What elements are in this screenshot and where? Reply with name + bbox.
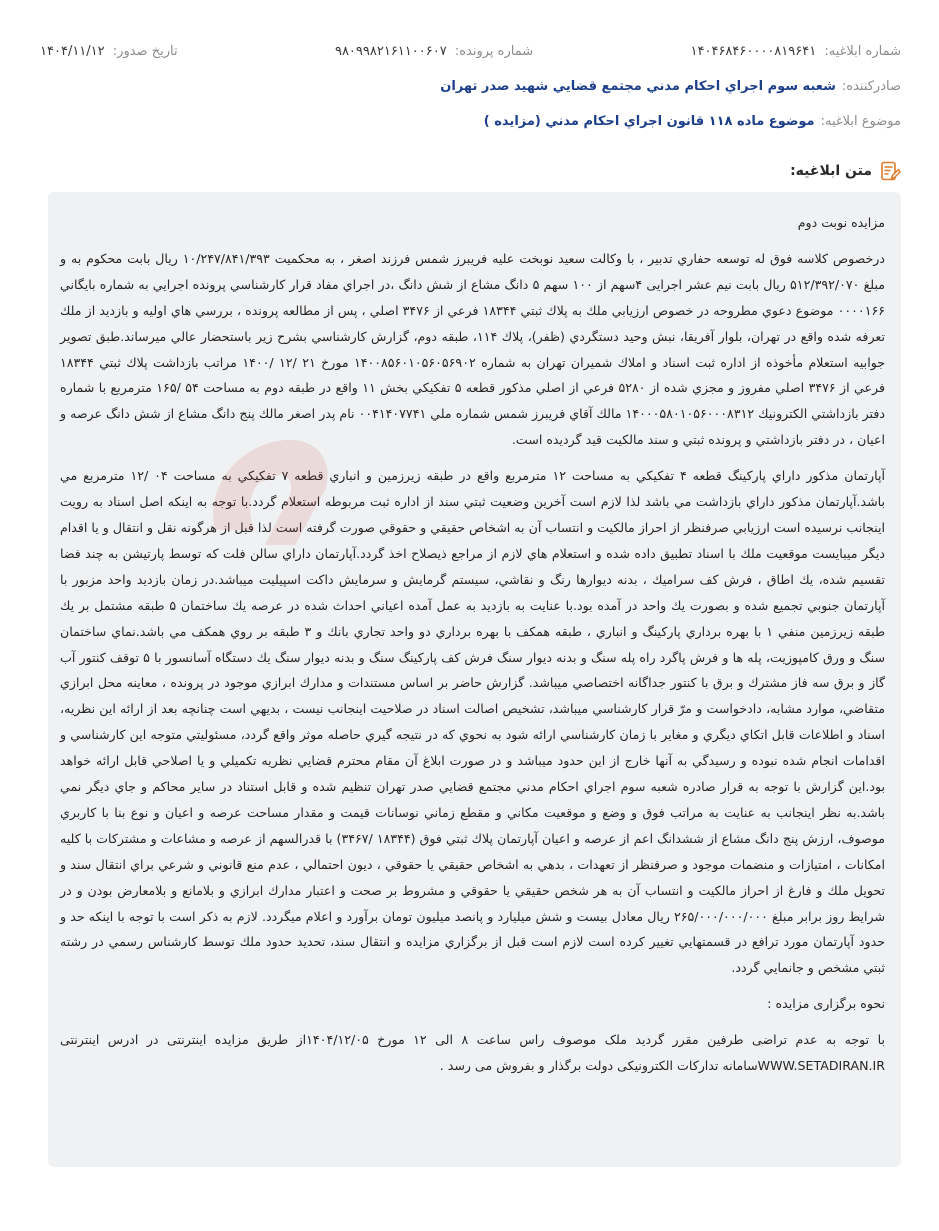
notice-text-heading [790, 160, 901, 182]
notice-number [691, 44, 901, 59]
subject-label: موضوع ابلاغیه: [820, 114, 901, 129]
subject-value: موضوع ماده ۱۱۸ قانون اجراي احكام مدني (مزايده ) [483, 114, 815, 129]
notice-text-box [48, 192, 901, 1167]
notice-number-value: ۱۴۰۴۶۸۴۶۰۰۰۰۸۱۹۶۴۱ [690, 44, 817, 59]
issue-date [40, 44, 178, 59]
notice-meta-row [40, 44, 901, 59]
document-edit-icon [879, 160, 901, 182]
issuer-label: صادرکننده: [841, 79, 901, 94]
body-paragraph: درخصوص كلاسه فوق له توسعه حفاري تدبير ، با وكالت سعيد نوبخت عليه فريبرز شمس فرزند اصغر ، به محكميت ۱۰/۲۴۷/۸۴۱/۳۹۳ ريال بابت محكوم به و مبلغ ۵۱۲/۳۹۲/۰۷۰ ريال بابت نيم عشر اجرایی ۴سهم از ۱۰۰ سهم ۵ دانگ مشاع از شش دانگ ،در اجراي مفاد قرار كارشناسي پرونده اجرايي به شماره بايگاني ۰۰۰۰۱۶۶ موضوع دعوي مطروحه در خصوص ارزيابي ملك به پلاك ثبتي ۱۸۳۴۴ فرعي از ۳۴۷۶ اصلي ، پس از مطالعه پرونده ، بررسي هاي اوليه و بازديد از ملك تعرفه شده واقع در تهران، بلوار آفريقا، نبش وحيد دستگردي (ظفر)، پلاك ۱۱۴، طبقه دوم، گزارش كارشناسي بشرح زير باستحضار عالي ميرساند.طبق تصوير جوابيه استعلام مأخوذه از اداره ثبت اسناد و املاك شميران تهران به شماره ۱۴۰۰۸۵۶۰۱۰۵۶۰۵۶۹۰۲ مورخ ۲۱ /۱۲ /۱۴۰۰ مراتب بازداشت پلاك ثبتي ۱۸۳۴۴ فرعي از ۳۴۷۶ اصلي مفروز و مجزي شده از ۵۲۸۰ فرعي از اصلي مذكور قطعه ۵ تفكيكي بخش ۱۱ واقع در طبقه دوم به مساحت ۵۴ /۱۶۵ مترمربع با شماره دفتر بازداشتي الكترونيك ۱۴۰۰۰۵۸۰۱۰۵۶۰۰۰۸۳۱۲ مالك آقاي فريبرز شمس شماره ملي ۰۰۴۱۴۰۷۷۴۱ نام پدر اصغر مالك پنج دانگ مشاع از شش دانگ عرصه و اعيان ، در دفتر بازداشتي و پرونده ثبتي و سند مالكيت قيد گرديده است. [60, 250, 886, 448]
notice-number-label: شماره ابلاغیه: [824, 44, 901, 59]
case-number-label: شماره پرونده: [454, 44, 534, 59]
body-paragraph-heading: مزايده نوبت دوم [797, 215, 885, 230]
body-paragraph: آپارتمان مذكور داراي پاركينگ قطعه ۴ تفكيكي به مساحت ۱۲ مترمربع واقع در طبقه زيرزمين و انباري قطعه ۷ تفكيكي به مساحت ۰۴ /۱۲ مترمربع مي باشد.آپارتمان مذكور داراي بازداشت مي باشد لذا لازم است آخرين وضعيت ثبتي سند از اداره ثبت مربوطه استعلام گردد.با توجه به اينكه اصل اسناد به رويت اينجانب نرسيده است ارزيابي صرفنظر از احراز مالكيت و انتساب آن به اشخاص حقيقي و حقوقي صورت گرفته است لذا قبل از هرگونه نقل و انتقال و يا اقدام ديگر ميبايست موقعيت ملك با اسناد تطبيق داده شده و استعلام هاي لازم از مراجع ذيصلاح اخذ گردد.آپارتمان داراي سالن فلت كه توسط پارتيشن به چند فضا تقسيم شده، يك اطاق ، فرش كف سراميك ، بدنه ديوارها رنگ و نقاشي، سيستم گرمايش و سرمايش داكت اسپيليت ميباشد.در زمان بازديد واحد مزبور با آپارتمان جنوبي تجميع شده و بصورت يك واحد در آمده بود.با عنايت به بازديد به عمل آمده اعياني احداث شده در عرصه يك ساختمان ۵ طبقه مشتمل بر يك طبقه زيرزمين منفي ۱ با بهره برداري پاركينگ و انباري ، طبقه همكف با بهره برداري دو واحد تجاري بانك و ۳ طبقه بر روي همكف مي باشد.نماي ساختمان سنگ و ورق كامپوزيت، پله ها و فرش پاگرد راه پله سنگ و بدنه ديوار سنگ فرش كف پاركينگ سنگ و بدنه ديوار سنگ يك دستگاه آسانسور با ۵ توقف كنتور آب گاز و برق سه فاز مشترك و برق با كنتور جداگانه اختصاصي ميباشد. گزارش حاضر بر اساس مستندات و مدارك ابرازي موجود در پرونده ، معاينه محل ابرازي متقاضي، موارد مشابه، دادخواست و مرّ قرار كارشناسي ميباشد، تشخيص اصالت اسناد در صلاحيت اينجانب نيست ، بديهي است چنانچه بعد از ارائه اين نظريه، اسناد و اطلاعات قابل اتكاي ديگري و مغاير با زمان كارشناسي ارائه شود به نحوي كه در نتيجه گيري حاصله موثر واقع گردد، مسئوليتي متوجه اين كارشناسي و اقدامات انجام شده نبوده و رسيدگي به آنها خارج از اين حدود ميباشد و در صورت ابلاغ آن مقام محترم قضايي نظريه تكميلي و يا اصلاحي قابل ارائه خواهد بود.اين گزارش با توجه به قرار صادره شعبه سوم اجراي احكام مدني مجتمع قضايي صدر تهران تنظيم شده و قابل استناد در ساير محاكم و جاي ديگر نمي باشد.به نظر اينجانب به عنايت به مراتب فوق و وضع و موقعيت مكاني و مقطع زماني نوسانات قيمت و مقدار مساحت عرصه و اعيان و نوع بنا با كاربري موصوف، ارزش پنج دانگ مشاع از ششدانگ اعم از عرصه و اعيان آپارتمان پلاك ثبتي فوق (۱۸۳۴۴ /۳۴۶۷) با قدرالسهم از عرصه و مشاعات و مشتركات با كليه امكانات ، امتيازات و منضمات موجود و صرفنظر از تعهدات ، بدهي به اشخاص حقيقي يا حقوقي ، ديون احتمالي ، عدم منع قانوني و شرعي براي انتقال سند و تحويل ملك و فارغ از احراز مالكيت و انتساب آن به هر شخص حقيقي يا حقوقي و مشروط بر صحت و اعتبار مدارك ابرازي و بلامانع و بلامعارض بودن و در شرايط روز برابر مبلغ ۲۶۵/۰۰۰/۰۰۰/۰۰۰ ريال معادل بيست و شش ميليارد و پانصد ميليون تومان برآورد و اعلام ميگردد. لازم به ذكر است با توجه با اينكه حد و حدود آپارتمان مورد ترافع در قسمتهايي تغيير كرده است لازم است قبل از برگزاري مزايده و انتقال سند، تحديد حدود ملك توسط كارشناس رسمي در رشته ثبتي مشخص و جانمايي گردد. [60, 468, 886, 976]
notice-text-title: متن ابلاغیه: [790, 163, 872, 179]
issue-date-label: تاریخ صدور: [112, 44, 178, 59]
issuer-row [40, 79, 901, 94]
subject-row [40, 114, 901, 129]
issuer-value: شعبه سوم اجراي احكام مدني مجتمع قضايي شهيد صدر تهران [440, 79, 836, 94]
body-paragraph: با توجه به عدم تراضی طرفین مقرر گردید ملک موصوف راس ساعت ۸ الی ۱۲ مورخ ۱۴۰۴/۱۲/۰۵از طریق مزایده اینترنتی در ادرس اینترنتی WWW.SETADIRAN.IRسامانه تدارکات الکترونیکی دولت برگذار و بفروش می رسد . [60, 1032, 885, 1074]
case-number [335, 44, 533, 59]
body-paragraph-heading: نحوه برگزاری مزایده : [767, 996, 885, 1012]
case-number-value: ۹۸۰۹۹۸۲۱۶۱۱۰۰۶۰۷ [334, 44, 447, 59]
issue-date-value: ۱۴۰۴/۱۱/۱۲ [40, 44, 105, 59]
